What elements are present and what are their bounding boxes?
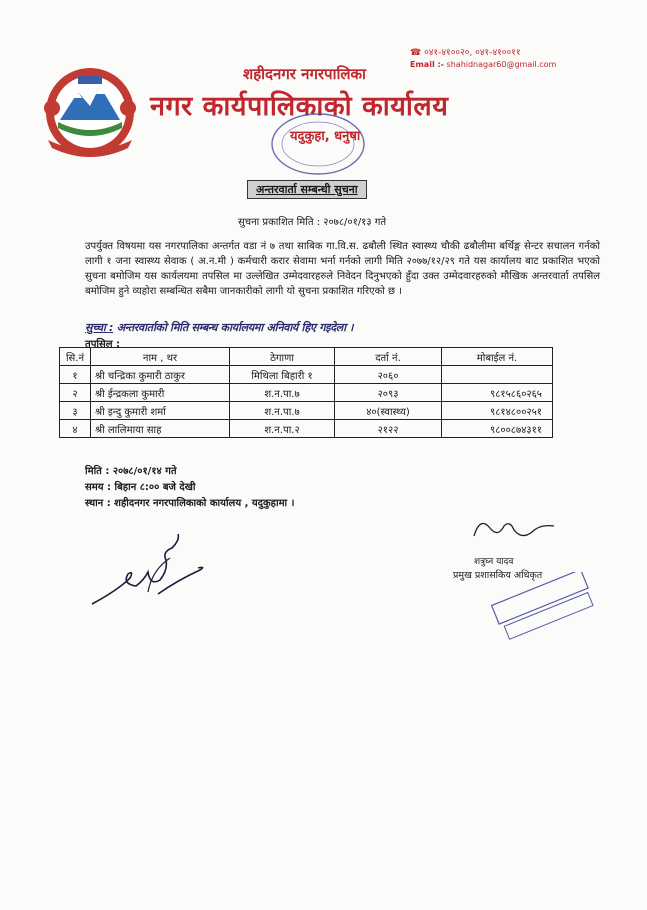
cell-name: श्री इन्दु कुमारी शर्मा [91,402,230,420]
cell-registration: ४०(स्वास्थ्य) [335,402,442,420]
cell-name: श्री ईन्द्रकला कुमारी [91,384,230,402]
municipality-name: शहीदनगर नगरपालिका [243,65,366,83]
col-address: ठेगाणा [230,348,335,366]
interview-details [85,464,294,512]
cell-registration: २०६० [335,366,442,384]
schedule-label: तपसिल : [85,339,120,350]
notice-title: अन्तरवार्ता सम्बन्धी सुचना [247,180,367,199]
signature-right [470,510,560,550]
cell-serial: १ [60,366,91,384]
cell-address: श.न.पा.७ [230,384,335,402]
interview-date: मिति : २०७८/०१/१४ गते [85,466,177,477]
officer-rubber-stamp [484,572,604,642]
table-row [60,402,553,420]
cell-name: श्री लालिमाया साह [91,420,230,438]
table-header-row [60,348,553,366]
signature-left [88,530,213,616]
office-title: नगर कार्यपालिकाको कार्यालय [150,91,449,122]
cell-address: श.न.पा.७ [230,402,335,420]
col-mobile: मोबाईल नं. [442,348,553,366]
officer-name: शत्रुघ्न यादव [474,557,514,567]
cell-serial: ३ [60,402,91,420]
cell-mobile: ९८१५८६०२६५ [442,384,553,402]
correction-text: अन्तरवार्ताको मिति सम्बन्ध कार्यालयमा अनिवार्य हिए गइदेला । [116,321,354,334]
cell-address: श.न.पा.२ [230,420,335,438]
cell-registration: २०९३ [335,384,442,402]
cell-mobile [442,366,553,384]
email-label: Email :- [410,60,444,69]
official-stamp [268,110,368,178]
email-address[interactable]: shahidnagar60@gmail.com [446,60,557,69]
cell-mobile: ९८००८७४३११ [442,420,553,438]
cell-name: श्री चन्द्रिका कुमारी ठाकुर [91,366,230,384]
correction-label: सुच्चा : [85,321,114,334]
table-row [60,384,553,402]
cell-address: मिथिला बिहारी १ [230,366,335,384]
phone-number: ☎ ०४१-४१००२०, ०४१-४१००११ [410,48,521,58]
interview-venue: स्थान : शहीदनगर नगरपालिकाको कार्यालय , यदुकुहामा । [85,498,295,509]
publish-date: सुचना प्रकाशित मिति : २०७८/०१/१३ गते [238,217,387,228]
office-location: यदुकुहा, धनुषा [290,129,361,144]
nepal-emblem-logo [38,62,142,162]
cell-serial: ४ [60,420,91,438]
officer-title: प्रमुख प्रशासकिय अधिकृत [453,570,543,581]
cell-mobile: ९८१४८००२५१ [442,402,553,420]
notice-body: उपर्युक्त विषयमा यस नगरपालिका अन्तर्गत वडा नं ७ तथा साबिक गा.वि.स. ढबौली स्थित स्वास्थ्य चौकी ढबौलीमा बर्थिङ्ग सेन्टर सचालन गर्नको लागी १ जना स्वास्थ्य सेवाक ( अ.न.मी ) कर्मचारी करार सेवामा भर्ना गर्नको लागी मिति २०७७/१२/२९ गते यस कार्यालय बाट प्रकाशित भएको सुचना बमोजिम यस कार्यलयमा तपसिल मा उल्लेखित उम्मेदवारहरुले निवेदन दिनुभएको हुँदा उक्त उम्मेदवारहरुको मौखिक अन्तरवार्ता तपसिल बमोजिम हुने व्यहोरा सम्बन्धित सबैमा जानकारीको लागी यो सुचना प्रकाशित गरिएको छ । [85,241,600,297]
interview-time: समय : बिहान ८:०० बजे देखी [85,482,196,493]
cell-serial: २ [60,384,91,402]
col-registration: दर्ता नं. [335,348,442,366]
cell-registration: २१२२ [335,420,442,438]
email-line [410,60,556,69]
col-name: नाम , थर [91,348,230,366]
table-row [60,366,553,384]
candidate-table [59,347,553,438]
table-row [60,420,553,438]
handwritten-correction [85,320,353,335]
col-serial: सि.नं [60,348,91,366]
